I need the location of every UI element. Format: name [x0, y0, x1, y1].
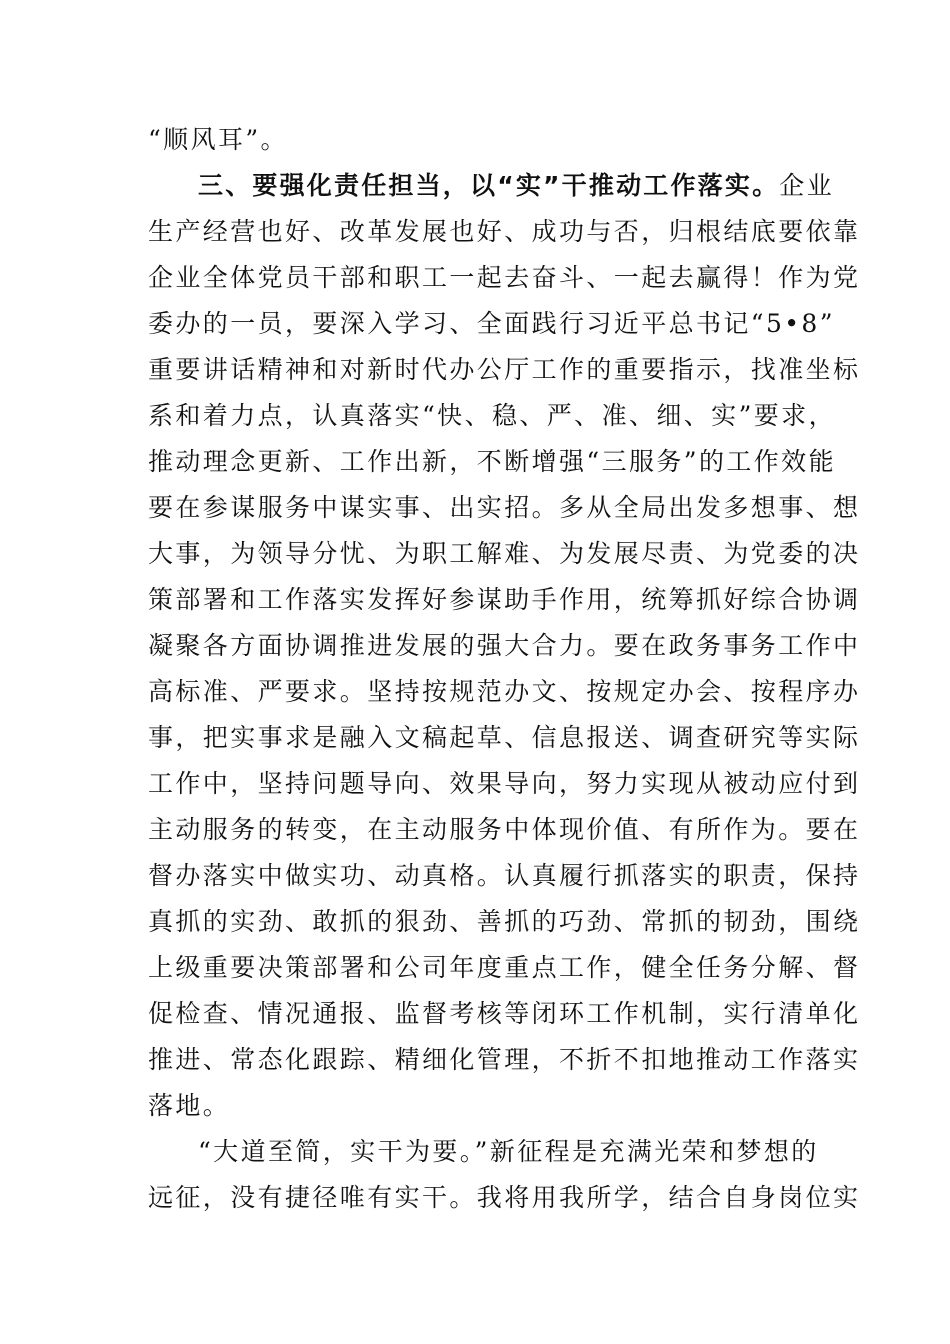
- paragraph-first-line: “大道至简，实干为要。”新征程是充满光荣和梦想的: [198, 1137, 819, 1166]
- text-line: 促检查、情况通报、监督考核等闭环工作机制，实行清单化: [148, 999, 861, 1028]
- text-line: “顺风耳”。: [148, 125, 288, 154]
- text-line: 主动服务的转变，在主动服务中体现价值、有所作为。要在: [148, 815, 861, 844]
- text-line: 大事，为领导分忧、为职工解难、为发展尽责、为党委的决: [148, 539, 861, 568]
- text-line: 远征，没有捷径唯有实干。我将用我所学，结合自身岗位实: [148, 1183, 861, 1212]
- text-line: 重要讲话精神和对新时代办公厅工作的重要指示，找准坐标: [148, 355, 861, 384]
- text-line: 生产经营也好、改革发展也好、成功与否，归根结底要依靠: [148, 217, 861, 246]
- text-line: 推动理念更新、工作出新，不断增强“三服务”的工作效能: [148, 447, 836, 476]
- text-line: 委办的一员，要深入学习、全面践行习近平总书记“5•8”: [148, 309, 835, 338]
- heading-continuation: 企业: [779, 171, 835, 200]
- text-line: 上级重要决策部署和公司年度重点工作，健全任务分解、督: [148, 953, 861, 982]
- section-heading-line: [198, 164, 835, 208]
- text-line: 系和着力点，认真落实“快、稳、严、准、细、实”要求，: [148, 401, 836, 430]
- text-line: 落地。: [148, 1091, 231, 1120]
- text-line: 策部署和工作落实发挥好参谋助手作用，统筹抓好综合协调: [148, 585, 861, 614]
- text-line: 企业全体党员干部和职工一起去奋斗、一起去赢得！作为党: [148, 263, 861, 292]
- text-line: 督办落实中做实功、动真格。认真履行抓落实的职责，保持: [148, 861, 861, 890]
- text-line: 工作中，坚持问题导向、效果导向，努力实现从被动应付到: [148, 769, 861, 798]
- section-heading: 三、要强化责任担当，以“实”干推动工作落实。: [198, 171, 780, 200]
- text-line: 真抓的实劲、敢抓的狠劲、善抓的巧劲、常抓的韧劲，围绕: [148, 907, 861, 936]
- text-line: 凝聚各方面协调推进发展的强大合力。要在政务事务工作中: [148, 631, 861, 660]
- text-line: 事，把实事求是融入文稿起草、信息报送、调查研究等实际: [148, 723, 861, 752]
- text-line: 要在参谋服务中谋实事、出实招。多从全局出发多想事、想: [148, 493, 861, 522]
- text-line: 高标准、严要求。坚持按规范办文、按规定办会、按程序办: [148, 677, 861, 706]
- text-line: 推进、常态化跟踪、精细化管理，不折不扣地推动工作落实: [148, 1045, 861, 1074]
